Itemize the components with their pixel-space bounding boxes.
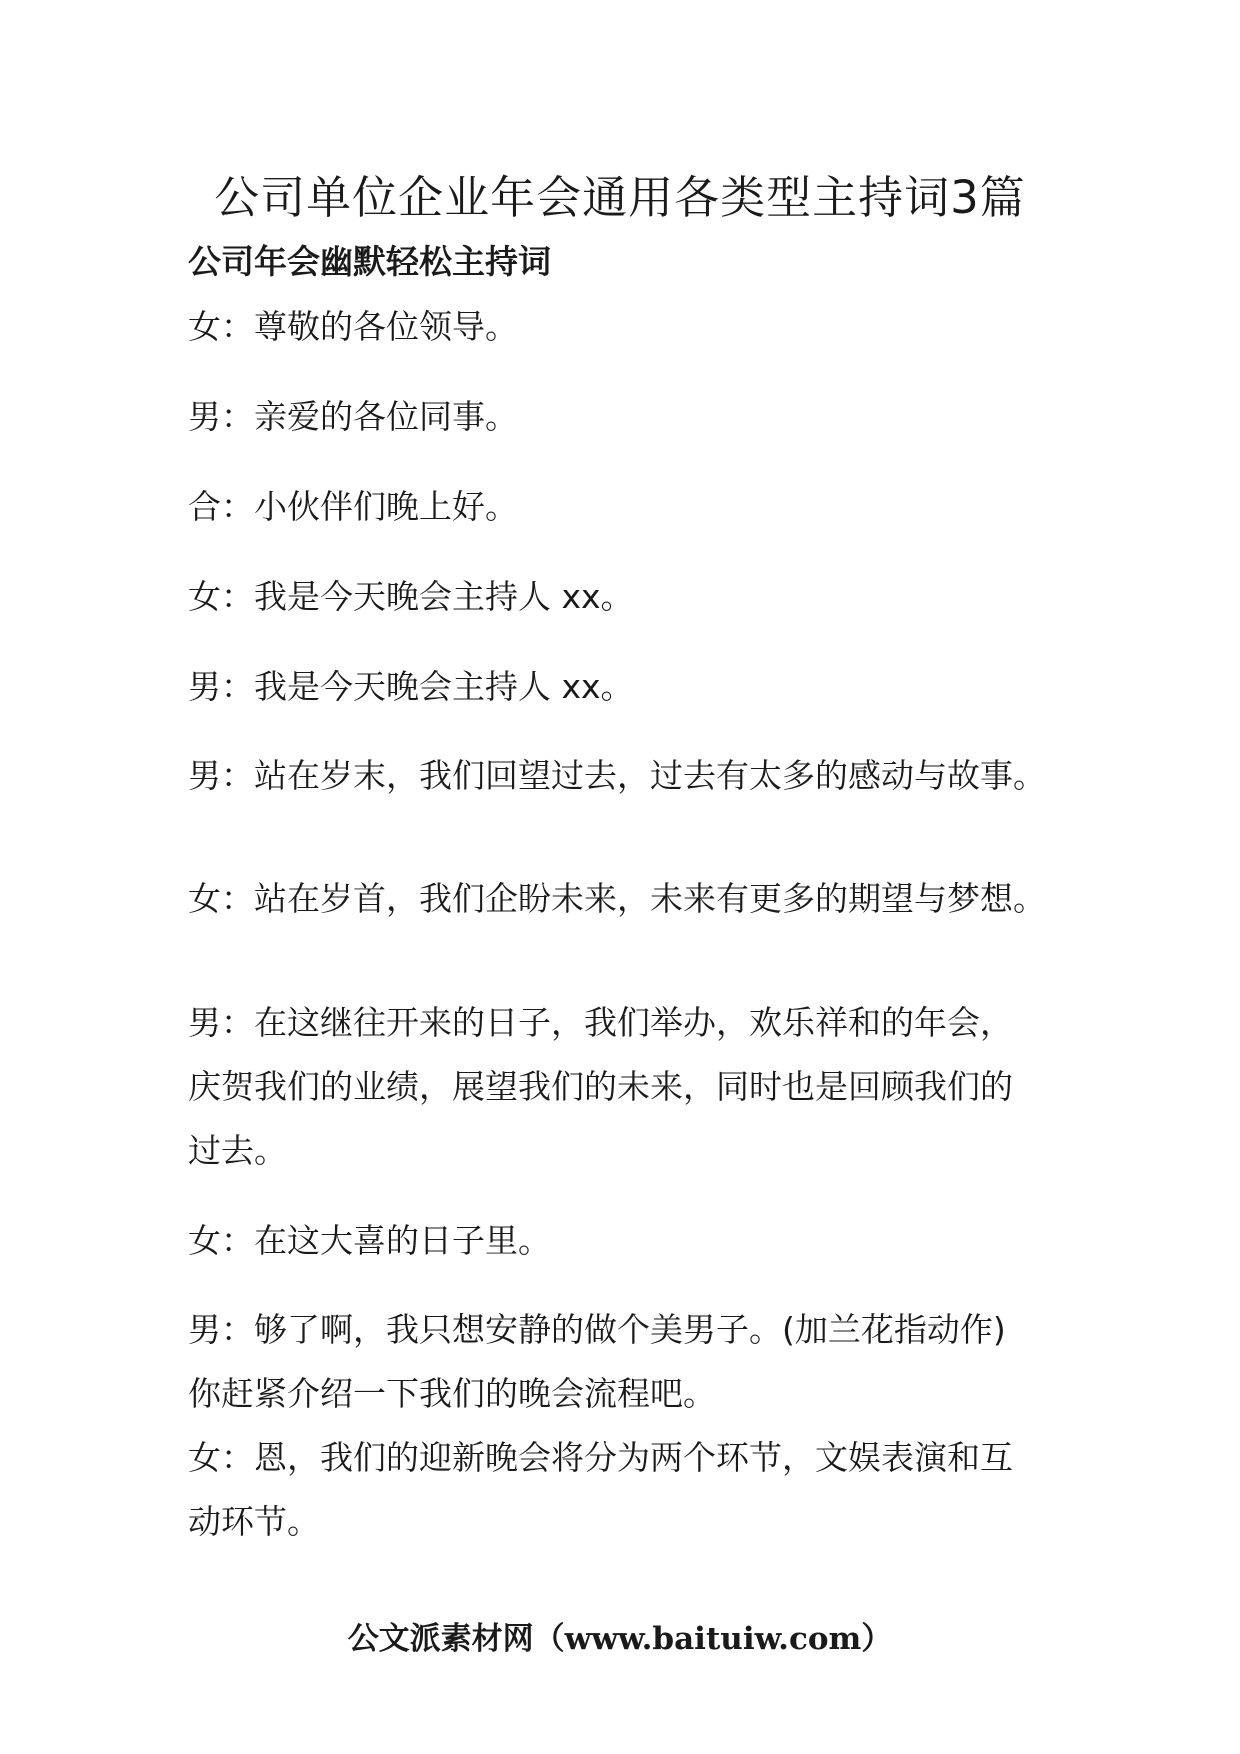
dialogue-line: 合：小伙伴们晚上好。 [188, 487, 518, 526]
dialogue-line: 男：够了啊，我只想安静的做个美男子。(加兰花指动作) [188, 1310, 1006, 1349]
section-subtitle: 公司年会幽默轻松主持词 [188, 242, 551, 281]
dialogue-line: 女：尊敬的各位领导。 [188, 307, 518, 346]
dialogue-line: 女：恩，我们的迎新晚会将分为两个环节，文娱表演和互 [188, 1438, 1013, 1477]
dialogue-line: 你赶紧介绍一下我们的晚会流程吧。 [188, 1374, 716, 1413]
dialogue-line: 男：我是今天晚会主持人 xx。 [188, 667, 634, 706]
dialogue-line: 女：我是今天晚会主持人 xx。 [188, 577, 634, 616]
document-title: 公司单位企业年会通用各类型主持词3篇 [214, 171, 1026, 224]
dialogue-line: 女：站在岁首，我们企盼未来，未来有更多的期望与梦想。 [188, 879, 1046, 918]
dialogue-line: 男：站在岁末，我们回望过去，过去有太多的感动与故事。 [188, 756, 1046, 795]
dialogue-line: 庆贺我们的业绩，展望我们的未来，同时也是回顾我们的 [188, 1067, 1013, 1106]
dialogue-line: 过去。 [188, 1131, 287, 1170]
dialogue-line: 动环节。 [188, 1502, 320, 1541]
dialogue-line: 女：在这大喜的日子里。 [188, 1221, 551, 1260]
page-footer: 公文派素材网（www.baituiw.com） [347, 1621, 893, 1657]
dialogue-line: 男：亲爱的各位同事。 [188, 397, 518, 436]
dialogue-line: 男：在这继往开来的日子，我们举办，欢乐祥和的年会， [188, 1003, 1013, 1042]
